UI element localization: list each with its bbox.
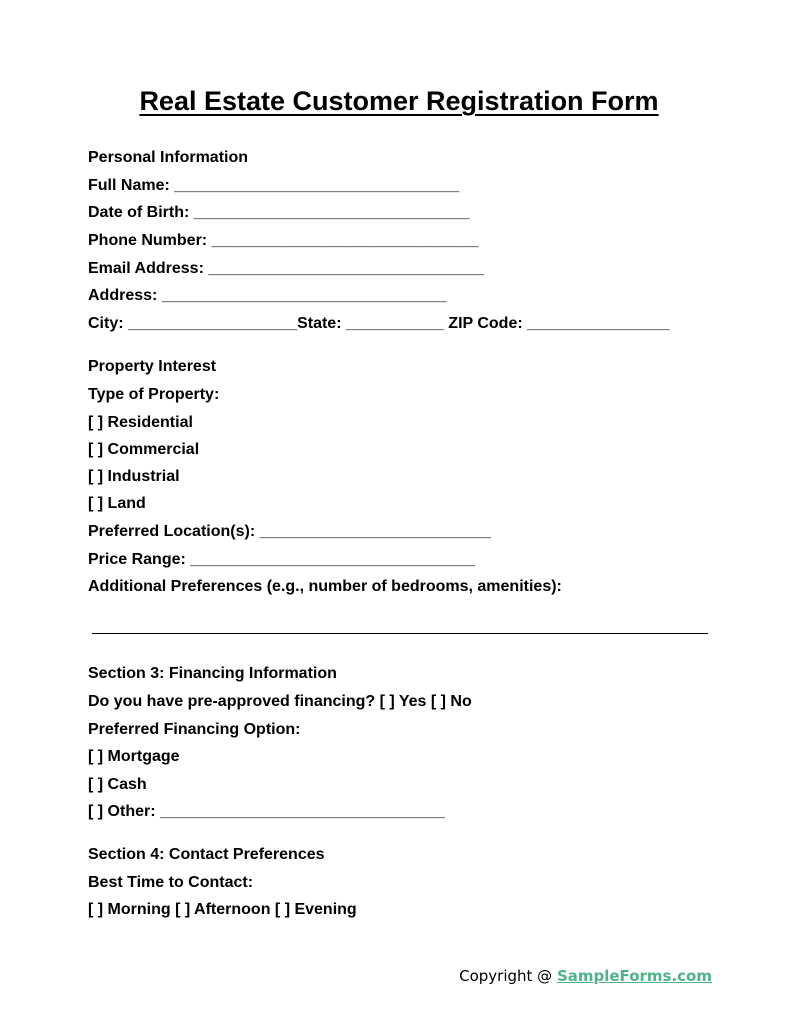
financing-heading: Section 3: Financing Information (88, 665, 337, 682)
other-financing-field[interactable]: [ ] Other: ________________________________ (88, 803, 445, 820)
property-type-label: Type of Property: (88, 386, 220, 403)
industrial-checkbox[interactable]: [ ] Industrial (88, 468, 180, 485)
contact-preferences-heading: Section 4: Contact Preferences (88, 846, 325, 863)
cash-checkbox[interactable]: [ ] Cash (88, 776, 147, 793)
address-field[interactable]: Address: ________________________________ (88, 287, 447, 304)
preapproved-financing-question[interactable]: Do you have pre-approved financing? [ ] Yes [ ] No (88, 693, 472, 710)
phone-number-field[interactable]: Phone Number: ______________________________ (88, 232, 479, 249)
land-checkbox[interactable]: [ ] Land (88, 495, 146, 512)
residential-checkbox[interactable]: [ ] Residential (88, 414, 193, 431)
financing-option-label: Preferred Financing Option: (88, 721, 301, 738)
email-address-field[interactable]: Email Address: _______________________________ (88, 260, 485, 277)
commercial-checkbox[interactable]: [ ] Commercial (88, 441, 200, 458)
city-state-zip-field[interactable]: City: ___________________State: ___________ ZIP Code: ________________ (88, 315, 670, 332)
copyright-footer (459, 966, 712, 986)
property-interest-heading: Property Interest (88, 358, 217, 375)
best-time-label: Best Time to Contact: (88, 874, 254, 891)
mortgage-checkbox[interactable]: [ ] Mortgage (88, 748, 180, 765)
sampleforms-link[interactable]: SampleForms.com (556, 967, 712, 985)
additional-preferences-line[interactable] (92, 633, 708, 634)
date-of-birth-field[interactable]: Date of Birth: _______________________________ (88, 204, 470, 221)
price-range-field[interactable]: Price Range: ________________________________ (88, 551, 476, 568)
contact-time-options[interactable]: [ ] Morning [ ] Afternoon [ ] Evening (88, 901, 357, 918)
additional-preferences-label: Additional Preferences (e.g., number of bedrooms, amenities): (88, 578, 562, 595)
full-name-field[interactable]: Full Name: ________________________________ (88, 177, 459, 194)
copyright-prefix: Copyright @ (459, 967, 557, 985)
form-title: Real Estate Customer Registration Form (139, 86, 659, 116)
preferred-locations-field[interactable]: Preferred Location(s): __________________________ (88, 523, 491, 540)
personal-information-heading: Personal Information (88, 149, 249, 166)
